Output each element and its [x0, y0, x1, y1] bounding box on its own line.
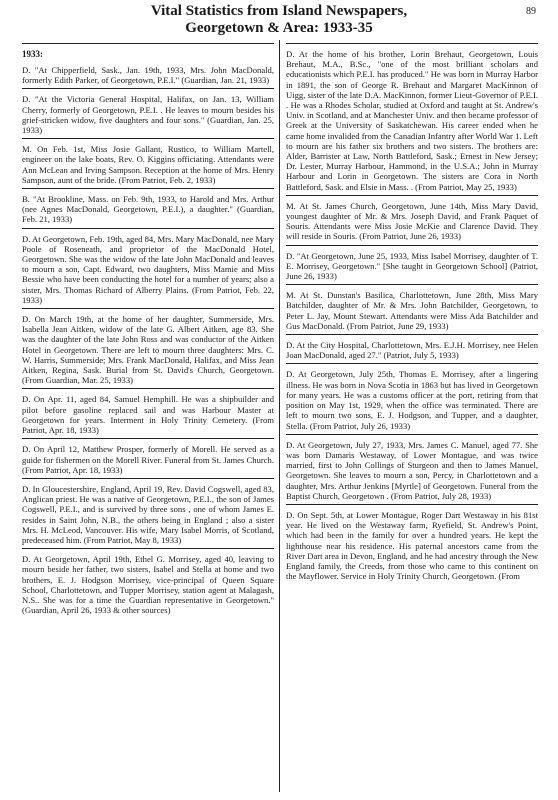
page-number: 89 — [526, 6, 536, 17]
year-heading: 1933: — [22, 49, 43, 59]
rule — [286, 195, 538, 196]
entry: D. In Gloucestershire, England, April 19, Rev. David Cogswell, aged 83, Anglican priest. He was a native of Georgetown, P.E.I., the son of James Cogswell, P.E.I., and is survived by three sons , one of whom James E. resides in Saint John, N.B., the others being in England ; also a sister Mrs. H. McLeod, Vancouver. His wife, Mary Isabel Morris, of Scotland, predeceased him. (From Patriot, May 8, 1933) — [22, 483, 274, 545]
rule — [22, 43, 274, 44]
entry: D. At Georgetown, July 27, 1933, Mrs. James C. Manuel, aged 77. She was born Damaris Westaway, of Lower Montague, and was twice married, first to John Collings of Sturgeon and then to James Manuel, Georgetown. She leaves to mourn a son, Percy, in Charlottetown and a daughter, Mrs. Arthur Jenkins [Myrtle] of Georgetown. Funeral from the Baptist Church, Georgetown . (From Patriot, July 28, 1933) — [286, 439, 538, 501]
rule — [22, 388, 274, 389]
rule — [286, 363, 538, 364]
entry: D. At Georgetown, April 19th, Ethel G. Morrisey, aged 40, leaving to mourn beside her father, two sisters, Isabel and Stella at home and two brothers, E. J. Hodgson Morrisey, vice-principal of Queen Square School, Charlottetown, and Tupper Morrisey, station agent at Malagash, N.S.. She was for a time the Guardian representative in Georgetown." (Guardian, April 26, 1933 & other sources) — [22, 554, 274, 616]
entry: B. "At Brookline, Mass. on Feb. 9th, 1933, to Harold and Mrs. Arthur (nee Agnes MacDonald, Georgetown, P.E.I.), a daughter." (Guardian, Feb. 21, 1933) — [22, 194, 274, 225]
rule — [286, 43, 538, 44]
entry: D. "At Chipperfield, Sask., Jan. 19th, 1933, Mrs. John MacDonald, formerly Edith Parker, of Georgetown, P.E.I." (Guardian, Jan. 21, 1933) — [22, 65, 274, 86]
page-title-line-2: Georgetown & Area: 1933-35 — [185, 20, 373, 36]
entry: D. At the City Hospital, Charlottetown, Mrs. E.J.H. Morrisey, nee Helen Joan MacDonald, aged 27." (Patriot, July 5, 1933) — [286, 340, 538, 361]
page-header — [0, 3, 558, 37]
two-column-body — [22, 40, 538, 792]
rule — [22, 188, 274, 189]
entry: M. At St. James Church, Georgetown, June 14th, Miss Mary David, youngest daughter of Mr. & Mrs. Joseph David, and Frank Paquet of Souris. Attendants were Miss Josie McKie and Clarence David. They will reside in Souris. (From Patriot, June 26, 1933) — [286, 200, 538, 242]
left-column — [22, 40, 274, 792]
rule — [22, 138, 274, 139]
entry: D. At the home of his brother, Lorin Brehaut, Georgetown, Louis Brehaut, M.A., B.Sc., "one of the most brilliant scholars and educationists which P.E.I. has produced." He was born in Murray Harbor in 1891, the son of George R. Brehaut and Margaret MacKinnon of Uigg, sister of the late D.A. MacKinnon, former Lieut-Governor of P.E.I. . He was a Rhodes Scholar, studied at Oxford and taught at St. Andrew's Univ. in Scotland, and at Manchester Univ. and then became professor of Greek at the University of Saskatchewan. His career ended when he came home invalided from the Canadian Infantry after World War 1. Left to mourn are his father six brothers and two sisters. The brothers are: Alder, Barrister at Law, North Battleford, Sask.; Ernest in New Jersey; Dr. Lester, Murray Harbour, Hammond, in the U.S.A.; John in Murray Harbour and Lorin in Georgetown. The sisters are Cora in North Battleford, Sask. and Elsie in Mass. . (From Patriot, May 25, 1933) — [286, 49, 538, 192]
entry: D. On Apr. 11, aged 84, Samuel Hemphill. He was a shipbuilder and pilot before gasoline replaced sail and was Harbour Master at Georgetown for years. Interment in Holy Trinity Cemetery. (From Patriot, Apr. 18, 1933) — [22, 394, 274, 436]
column-divider — [279, 40, 280, 792]
rule — [286, 504, 538, 505]
rule — [22, 478, 274, 479]
page-title-line-1: Vital Statistics from Island Newspapers, — [150, 3, 408, 19]
rule — [22, 308, 274, 309]
rule — [22, 548, 274, 549]
entry: D. On April 12, Matthew Prosper, formerly of Morell. He served as a guide for fishermen on the Morell River. Funeral from St. James Church. (From Patriot, Apr. 18, 1933) — [22, 444, 274, 475]
rule — [286, 434, 538, 435]
entry: D. On March 19th, at the home of her daughter, Summerside, Mrs. Isabella Jean Aitken, widow of the late G. Albert Aitken, age 83. She was the daughter of the late John Ross and was conductor of the Aitken Hotel in Georgetown. There are left to mourn three daughters: Mrs. C. W. Harris, Summerside; Mrs. Frank MacDonald, Halifax, and Miss Jean Aitken, Regina, Sask. Burial from St. David's Church, Georgetown. (From Guardian, Mar. 25, 1933) — [22, 314, 274, 386]
rule — [22, 88, 274, 89]
entry: D. "At the Victoria General Hospital, Halifax, on Jan. 13, William Cherry, formerly of Georgetown, P.E.I. . He leaves to mourn besides his grief-stricken widow, five daughters and four sons." (Guardian, Jan. 25, 1933) — [22, 94, 274, 136]
entry: M. On Feb. 1st, Miss Josie Gallant, Rustico, to William Martell, engineer on the lake boats, Rev. O. Kiggins officiating. Attendants were Ann McLean and Irving Sampson. Reception at the home of Mrs. Henry Sampson, aunt of the bride. (From Patriot, Feb. 2, 1933) — [22, 144, 274, 185]
rule — [286, 284, 538, 285]
rule — [286, 245, 538, 246]
right-column — [286, 40, 538, 792]
rule — [22, 228, 274, 229]
entry: D. At Georgetown, Feb. 19th, aged 84, Mrs. Mary MacDonald, nee Mary Poole of Roseneath, and proprietor of the MacDonald Hotel, Georgetown. She was the widow of the late John MacDonald and leaves to mourn a son, Capt. Edward, two daughters, Miss Mamie and Miss Bessie who have been conducting the hotel for a number of years; also a sister, Mrs. Thomas Richard of Alberry Plains. (From Patriot, Feb. 22, 1933) — [22, 233, 274, 305]
rule — [22, 438, 274, 439]
entry: D. At Georgetown, July 25th, Thomas E. Morrisey, after a lingering illness. He was born in Nova Scotia in 1863 but has lived in Georgetown for many years. He was a customs officer at the port, retiring from that position on May 1st, 1929, when the office was terminated. There are left to mourn two sons, E. J. Hodgson, and Tupper, and a daughter, Stella. (From Patriot, July 26, 1933) — [286, 369, 538, 431]
entry: M. At St. Dunstan's Basilica, Charlottetown, June 28th, Miss Mary Batchilder, daughter of Mr. & Mrs. John Batchilder, Georgetown, to Peter L. Jay, Mount Stewart. Attendants were Miss Ada Batchilder and Gus MacDonald. (From Patriot, June 29, 1933) — [286, 290, 538, 331]
rule — [286, 334, 538, 335]
entry: D. On Sept. 5th, at Lower Montague, Roger Dart Westaway in his 81st year. He lived on the Westaway farm, Ryefield, St. Andrew's Point, which had been in the family for over a hundred years. He kept the lighthouse near his residence. His paternal ancestors came from the River Dart area in Devon, England, and he had ancestry through the New England family, the Creeds, from those who came to this continent on the Mayflower. Service in Holy Trinity Church, Georgetown. (From — [286, 509, 538, 582]
entry: D. "At Georgetown, June 25, 1933, Miss Isabel Morrisey, daughter of T. E. Morrisey, Georgetown." [She taught in Georgetown School] (Patriot, June 26, 1933) — [286, 250, 538, 282]
